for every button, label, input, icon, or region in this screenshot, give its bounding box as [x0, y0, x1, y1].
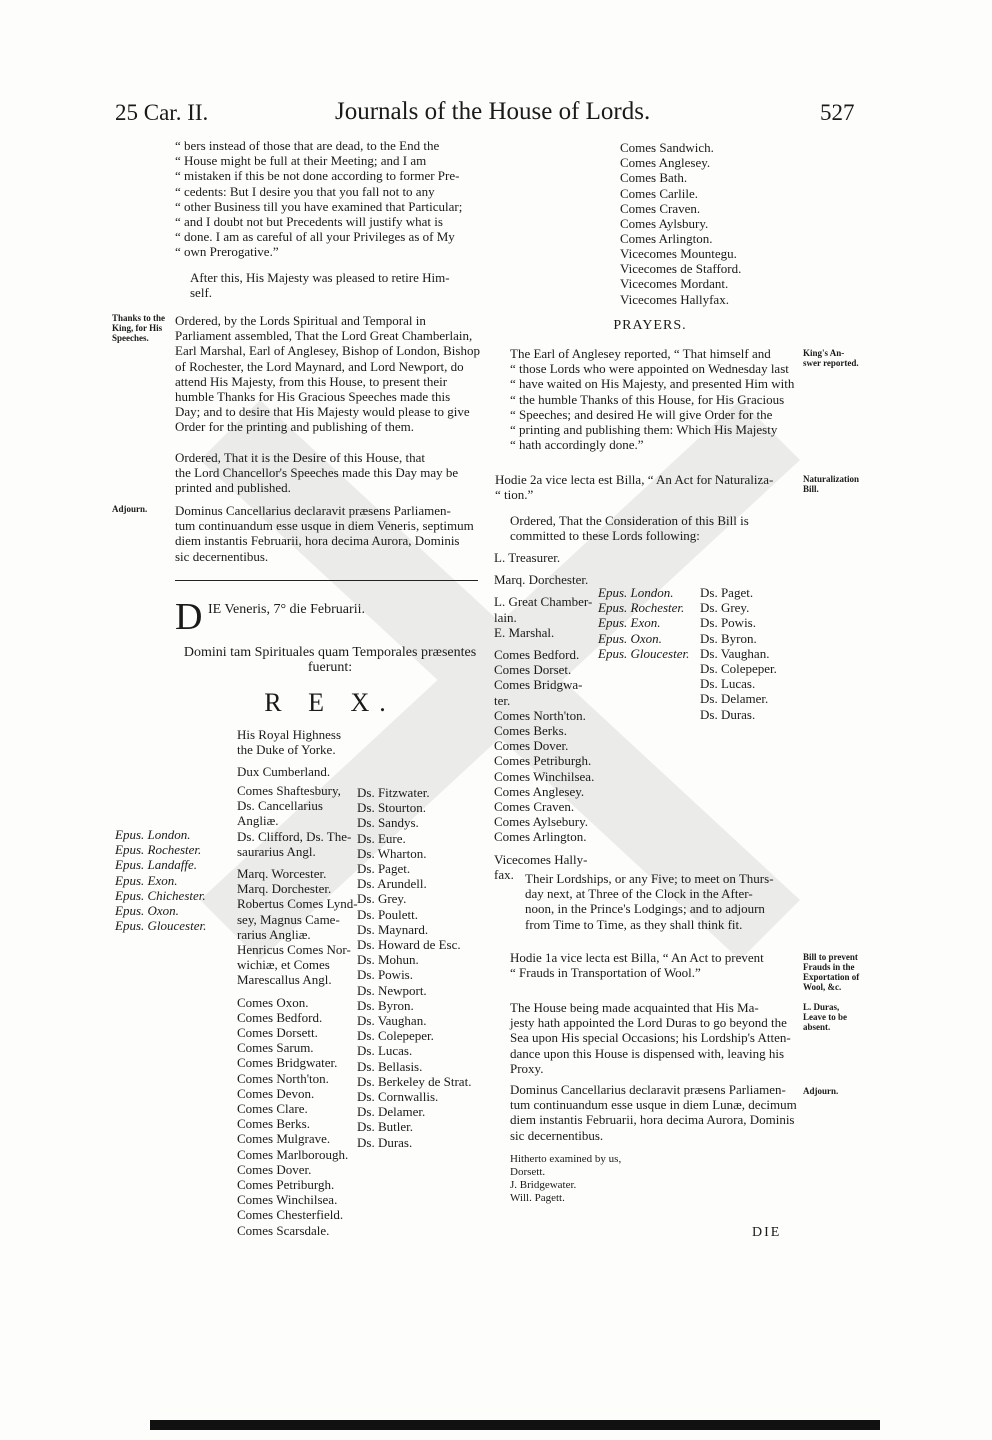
bishops-list — [115, 827, 206, 933]
text-line: Vicecomes Mordant. — [620, 276, 729, 292]
text-line: Speeches. — [112, 333, 149, 343]
text-line: E. Marshal. — [494, 624, 555, 640]
text-line: Marq. Dorchester. — [237, 881, 332, 897]
text-line: Comes Arlington. — [620, 231, 713, 247]
text-line: Bill. — [803, 484, 819, 494]
text-line: Comes Berks. — [494, 723, 567, 739]
die-initial: D — [175, 596, 203, 638]
text-line: Comes Sandwich. — [620, 140, 714, 155]
text-line: humble Thanks for His Gracious Speeches made this — [175, 389, 451, 405]
text-line: committed to these Lords following: — [510, 528, 700, 544]
text-line: Ds. Byron. — [357, 997, 414, 1013]
text-line: Epus. Oxon. — [598, 630, 662, 646]
adjourn-paragraph — [175, 503, 485, 564]
text-line: the Duke of Yorke. — [237, 742, 336, 758]
text-line: Their Lordships, or any Five; to meet on Thurs- — [525, 871, 774, 886]
text-line: “ tion.” — [495, 487, 534, 503]
text-line: printed and published. — [175, 480, 291, 496]
text-line: The Earl of Anglesey reported, “ That himself and — [510, 346, 771, 361]
text-line: Day; and to desire that His Majesty would please to give — [175, 404, 470, 420]
text-line: Comes Scarsdale. — [237, 1222, 330, 1238]
adjourn2-paragraph — [510, 1082, 810, 1143]
text-line: jesty hath appointed the Lord Duras to go beyond the — [510, 1015, 787, 1031]
text-line: “ have waited on His Majesty, and presented Him with — [510, 376, 795, 392]
text-line: The House being made acquainted that His Ma- — [510, 1000, 759, 1015]
text-line: Parliament assembled, That the Lord Great Chamberlain, — [175, 328, 473, 344]
text-line: Epus. Landaffe. — [115, 857, 197, 873]
text-line: Dorsett. — [510, 1166, 546, 1178]
margin-naturalization — [803, 474, 859, 494]
text-line: Comes Bedford. — [237, 1009, 323, 1025]
text-line: Marq. Dorchester. — [494, 572, 589, 588]
text-line: Order for the printing and publishing of them. — [175, 419, 415, 435]
text-line: Comes Oxon. — [237, 994, 309, 1010]
text-line: Earl Marshal, Earl of Anglesey, Bishop of London, Bishop — [175, 343, 480, 359]
text-line: Dominus Cancellarius declaravit præsens Parliamen- — [510, 1082, 786, 1097]
text-line: Epus. Chichester. — [115, 887, 206, 903]
text-line: Ds. Colepeper. — [357, 1028, 434, 1044]
text-line: Comes Aylsbury. — [620, 216, 709, 232]
prayers-heading: PRAYERS. — [613, 318, 687, 333]
text-line: Comes Dover. — [494, 738, 569, 754]
text-line: Ds. Maynard. — [357, 921, 429, 937]
text-line: “ hath accordingly done.” — [510, 437, 644, 453]
text-line: Dux Cumberland. — [237, 764, 331, 780]
committee-bishops — [598, 585, 689, 661]
margin-adjourn2: Adjourn. — [803, 1086, 839, 1096]
text-line: saurarius Angl. — [237, 843, 316, 859]
comites-list — [620, 140, 714, 246]
margin-duras — [803, 1002, 847, 1032]
text-line: Ds. Byron. — [700, 630, 757, 646]
text-line: L. Duras, — [803, 1002, 840, 1012]
text-line: lain. — [494, 609, 517, 625]
text-line: “ those Lords who were appointed on Wednesday last — [510, 361, 789, 377]
text-line: Epus. Gloucester. — [115, 918, 207, 934]
committee-barons — [700, 585, 777, 722]
text-line: Ordered, by the Lords Spiritual and Temporal in — [175, 313, 426, 328]
text-line: Hitherto examined by us, — [510, 1153, 622, 1165]
ordered-committee — [510, 513, 810, 543]
text-line: Ds. Vaughan. — [700, 645, 770, 661]
text-line: Epus. Rochester. — [115, 842, 202, 858]
text-line: Vicecomes Hally- — [494, 851, 588, 867]
text-line: Angliæ. — [237, 813, 279, 829]
text-line: Ds. Butler. — [357, 1119, 413, 1135]
text-line: Comes Arlington. — [494, 829, 587, 845]
text-line: “ Speeches; and desired He will give Order for the — [510, 406, 773, 422]
text-line: Robertus Comes Lynd- — [237, 896, 358, 912]
text-line: Comes Petriburgh. — [237, 1177, 335, 1193]
text-line: diem instantis Februarii, hora decima Aurora, Dominis — [175, 533, 460, 549]
text-line: Hodie 2a vice lecta est Billa, “ An Act for Naturaliza- — [495, 472, 774, 487]
text-line: Ds. Berkeley de Strat. — [357, 1073, 472, 1089]
text-line: Leave to be — [803, 1012, 847, 1022]
ordered-thanks — [175, 313, 485, 435]
text-line: the Lord Chancellor's Speeches made this Day may be — [175, 465, 459, 481]
text-line: Comes Devon. — [237, 1085, 315, 1101]
text-line: Ds. Grey. — [700, 600, 750, 616]
text-line: tum continuandum esse usque in diem Lunæ, decimum — [510, 1097, 797, 1113]
text-line: L. Great Chamber- — [494, 594, 593, 610]
text-line: Epus. Oxon. — [115, 903, 179, 919]
text-line: Comes Aylsebury. — [494, 814, 589, 830]
text-line: Comes Mulgrave. — [237, 1131, 331, 1147]
text-line: Ordered, That it is the Desire of this House, that — [175, 450, 425, 465]
text-line: rarius Angliæ. — [237, 926, 311, 942]
text-line: Ds. Clifford, Ds. The- — [237, 828, 352, 844]
text-line: “ and I doubt not but Precedents will justify what is — [175, 214, 443, 230]
text-line: Proxy. — [510, 1060, 544, 1076]
text-line: self. — [190, 285, 213, 301]
peers-list — [237, 783, 358, 1238]
text-line: Marq. Worcester. — [237, 866, 327, 882]
text-line: Wool, &c. — [803, 982, 842, 992]
text-line: Hodie 1a vice lecta est Billa, “ An Act to prevent — [510, 950, 764, 965]
text-line: Comes Sarum. — [237, 1040, 314, 1056]
quote-block — [175, 138, 485, 260]
retire-paragraph — [190, 270, 490, 300]
text-line: “ printing and publishing them: Which His Majesty — [510, 422, 778, 438]
text-line: King's An- — [803, 348, 845, 358]
text-line: Ds. Bellasis. — [357, 1058, 423, 1074]
text-line: Comes Clare. — [237, 1101, 308, 1117]
text-line: sic decernentibus. — [510, 1127, 604, 1143]
text-line: Ds. Paget. — [357, 861, 411, 877]
text-line: “ own Prerogative.” — [175, 244, 279, 260]
text-line: Comes Dover. — [237, 1161, 312, 1177]
text-line: Ds. Powis. — [700, 615, 756, 631]
text-line: King, for His — [112, 323, 163, 333]
text-line: Comes Winchilsea. — [237, 1192, 338, 1208]
text-line: Ds. Eure. — [357, 830, 406, 846]
ordered-speeches — [175, 450, 485, 496]
header-left: 25 Car. II. — [115, 100, 209, 125]
text-line: swer reported. — [803, 358, 859, 368]
text-line: Comes Berks. — [237, 1116, 310, 1132]
text-line: L. Treasurer. — [494, 550, 561, 565]
text-line: ter. — [494, 692, 511, 708]
text-line: Ordered, That the Consideration of this Bill is — [510, 513, 749, 528]
margin-adjourn: Adjourn. — [112, 504, 148, 514]
text-line: dance upon this House is dispensed with, leaving his — [510, 1045, 785, 1061]
domini-heading — [175, 645, 485, 675]
text-line: Comes Shaftesbury, — [237, 783, 341, 798]
text-line: fax. — [494, 866, 514, 882]
text-line: Comes Dorset. — [494, 662, 572, 678]
text-line: Epus. London. — [115, 827, 191, 842]
text-line: Ds. Grey. — [357, 891, 407, 907]
text-line: Ds. Fitzwater. — [357, 785, 430, 800]
text-line: Comes Bath. — [620, 170, 688, 186]
duras-paragraph — [510, 1000, 810, 1076]
text-line: Ds. Sandys. — [357, 815, 419, 831]
text-line: Ds. Delamer. — [357, 1104, 426, 1120]
text-line: tum continuandum esse usque in diem Veneris, septimum — [175, 518, 474, 534]
text-line: “ Frauds in Transportation of Wool.” — [510, 965, 701, 981]
text-line: from Time to Time, as they shall think fit. — [525, 916, 743, 932]
text-line: Ds. Arundell. — [357, 876, 427, 892]
royal-list — [237, 727, 341, 780]
text-line: After this, His Majesty was pleased to retire Him- — [190, 270, 450, 285]
text-line: Frauds in the — [803, 962, 855, 972]
text-line: Ds. Duras. — [700, 706, 756, 722]
text-line: Vicecomes de Stafford. — [620, 261, 742, 277]
lordships-paragraph — [525, 871, 805, 932]
text-line: Comes Anglesey. — [494, 783, 585, 799]
text-line: “ mistaken if this be not done according to former Pre- — [175, 168, 460, 184]
text-line: Comes Dorsett. — [237, 1025, 318, 1041]
page-title: Journals of the House of Lords. — [335, 98, 651, 125]
text-line: Sea upon His special Occasions; his Lordship's Atten- — [510, 1030, 791, 1046]
vicecomites-list — [620, 246, 741, 307]
text-line: Henricus Comes Nor- — [237, 942, 351, 958]
text-line: Vicecomes Hallyfax. — [620, 291, 729, 307]
bottom-rule — [150, 1420, 880, 1430]
text-line: Ds. Delamer. — [700, 691, 769, 707]
text-line: Ds. Colepeper. — [700, 661, 777, 677]
text-line: Epus. Exon. — [598, 615, 661, 631]
margin-kings-answer — [803, 348, 859, 368]
rex-heading: R E X. — [264, 688, 396, 717]
text-line: Ds. Newport. — [357, 982, 427, 998]
barons-list — [357, 785, 471, 1150]
text-line: Ds. Stourton. — [357, 800, 426, 816]
text-line: “ the humble Thanks of this House, for His Gracious — [510, 391, 785, 407]
text-line: Ds. Lucas. — [357, 1043, 413, 1059]
text-line: “ other Business till you have examined that Particular; — [175, 198, 463, 214]
text-line: Naturalization — [803, 474, 859, 484]
page-number: 527 — [820, 100, 855, 125]
text-line: Comes Carlile. — [620, 185, 698, 201]
text-line: Ds. Cornwallis. — [357, 1089, 439, 1105]
examined-block — [510, 1153, 621, 1205]
text-line: Ds. Lucas. — [700, 676, 756, 692]
text-line: Comes Petriburgh. — [494, 753, 592, 769]
text-line: wichiæ, et Comes — [237, 957, 330, 973]
text-line: Dominus Cancellarius declaravit præsens Parliamen- — [175, 503, 451, 518]
text-line: Comes Craven. — [494, 799, 575, 815]
text-line: Comes Bridgwater. — [237, 1055, 338, 1071]
section-divider — [175, 580, 478, 581]
text-line: Bill to prevent — [803, 952, 858, 962]
text-line: Marescallus Angl. — [237, 972, 332, 988]
text-line: Comes Marlborough. — [237, 1146, 349, 1162]
text-line: Comes North'ton. — [237, 1070, 329, 1086]
hodie-naturalization — [495, 472, 805, 502]
text-line: Ds. Paget. — [700, 585, 754, 600]
text-line: Will. Pagett. — [510, 1192, 565, 1204]
text-line: J. Bridgewater. — [510, 1179, 577, 1191]
text-line: Ds. Wharton. — [357, 845, 427, 861]
margin-thanks — [112, 313, 165, 343]
text-line: day next, at Three of the Clock in the After- — [525, 886, 753, 902]
text-line: sey, Magnus Came- — [237, 911, 340, 927]
text-line: Ds. Duras. — [357, 1134, 413, 1150]
text-line: Epus. London. — [598, 585, 674, 600]
text-line: Ds. Cancellarius — [237, 798, 323, 814]
text-line: Epus. Exon. — [115, 872, 178, 888]
text-line: Comes Anglesey. — [620, 155, 711, 171]
text-line: Ds. Howard de Esc. — [357, 937, 461, 953]
text-line: Domini tam Spirituales quam Temporales præsentes — [183, 645, 477, 660]
committee-left — [494, 550, 594, 882]
text-line: Comes Bridgwa- — [494, 677, 583, 693]
text-line: sic decernentibus. — [175, 548, 269, 564]
text-line: diem instantis Februarii, hora decima Aurora, Dominis — [510, 1112, 795, 1128]
text-line: Comes Craven. — [620, 200, 701, 216]
text-line: Exportation of — [803, 972, 860, 982]
margin-wool — [803, 952, 859, 992]
text-line: attend His Majesty, from this House, to present their — [175, 373, 448, 389]
text-line: “ cedents: But I desire you that you fall not to any — [175, 183, 435, 199]
text-line: “ House might be full at their Meeting; and I am — [175, 153, 427, 169]
hodie-wool — [510, 950, 810, 980]
text-line: Ds. Powis. — [357, 967, 413, 983]
die-heading: IE Veneris, 7° die Februarii. — [208, 602, 365, 617]
text-line: noon, in the Prince's Lodgings; and to adjourn — [525, 901, 765, 917]
text-line: Comes Bedford. — [494, 647, 580, 663]
text-line: His Royal Highness — [237, 727, 341, 742]
text-line: absent. — [803, 1022, 831, 1032]
text-line: Epus. Gloucester. — [598, 645, 690, 661]
text-line: Ds. Mohun. — [357, 952, 419, 968]
text-line: Ds. Vaughan. — [357, 1013, 427, 1029]
text-line: fuerunt: — [307, 660, 353, 676]
text-line: Comes Chesterfield. — [237, 1207, 344, 1223]
earl-report — [510, 346, 810, 452]
text-line: Epus. Rochester. — [598, 600, 685, 616]
text-line: Vicecomes Mountegu. — [620, 246, 737, 261]
catchword: DIE — [752, 1225, 782, 1240]
text-line: “ bers instead of those that are dead, to the End the — [175, 138, 440, 153]
text-line: “ done. I am as careful of all your Privileges as of My — [175, 229, 455, 245]
text-line: Comes Winchilsea. — [494, 768, 595, 784]
text-line: of Rochester, the Lord Maynard, and Lord Newport, do — [175, 358, 464, 374]
text-line: Ds. Poulett. — [357, 906, 419, 922]
text-line: Comes North'ton. — [494, 707, 586, 723]
text-line: Thanks to the — [112, 313, 166, 323]
